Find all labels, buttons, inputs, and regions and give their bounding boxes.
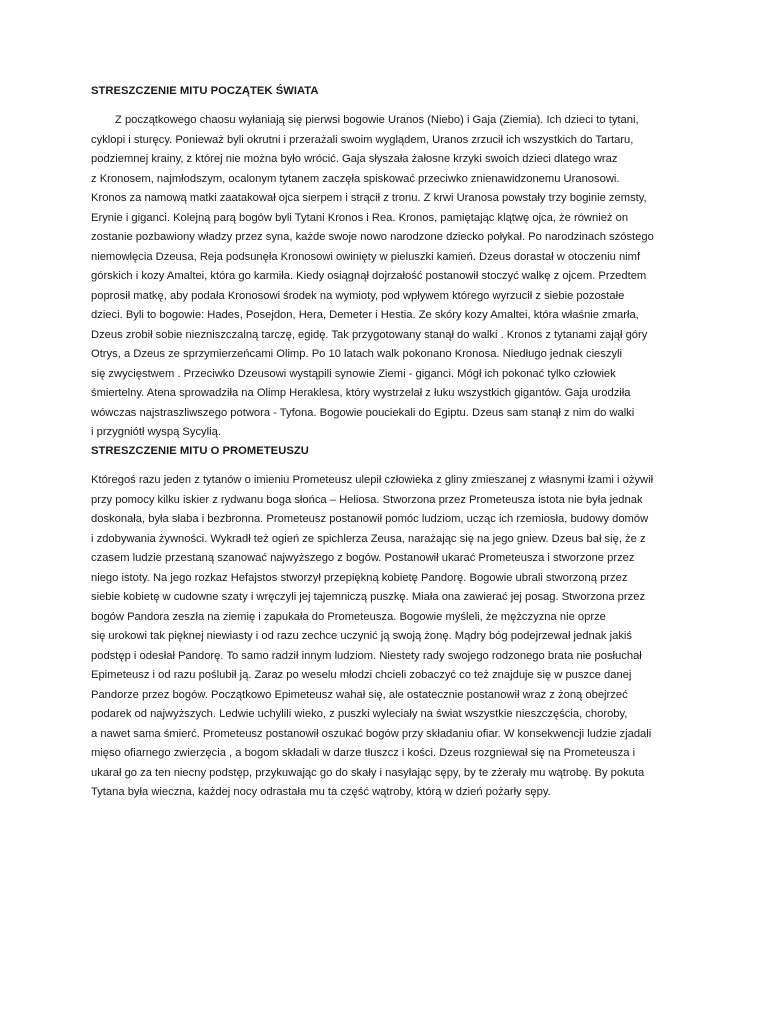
text-line: śmiertelny. Atena sprowadziła na Olimp Heraklesa, który wystrzelał z łuku wszystkich gigantów. Gaja urodziła [91, 387, 631, 399]
text-line: dzieci. Byli to bogowie: Hades, Posejdon, Hera, Demeter i Hestia. Ze skóry kozy Amaltei, która właśnie zmarła, [91, 309, 639, 321]
text-line: Dzeus zrobił sobie niezniszczalną tarczę, egidę. Tak przygotowany stanął do walki . Kronos z tytanami zajął góry [91, 328, 648, 341]
text-line: Tytana była wieczna, każdej nocy odrastała mu ta część wątroby, którą w dzień pożarły sępy. [91, 786, 551, 798]
section-body [91, 471, 691, 803]
text-line: się zwycięstwem . Przeciwko Dzeusowi wystąpili synowie Ziemi - giganci. Mógł ich pokonać tylko człowiek [91, 367, 616, 380]
text-line: Pandorze przez bogów. Początkowo Epimeteusz wahał się, ale ostatecznie postanowił wraz z żoną obejrzeć [91, 688, 628, 701]
text-line: cyklopi i sturęcy. Ponieważ byli okrutni i przerażali swoim wyglądem, Uranos zrzucił ich wszystkich do Tartaru, [91, 133, 634, 146]
text-line: Któregoś razu jeden z tytanów o imieniu Prometeusz ulepił człowieka z gliny zmieszanej z własnymi łzami i ożywił [91, 474, 654, 486]
text-line: Kronos za namową matki zaatakował ojca sierpem i strącił z tronu. Z krwi Uranosa powstały trzy boginie zemsty, [91, 192, 647, 204]
text-line: siebie kobietę w cudowne szaty i wręczyli jej tajemniczą puszkę. Miała ona zawierać jej posag. Stworzona przez [91, 591, 646, 603]
text-line: górskich i kozy Amaltei, która go karmiła. Kiedy osiągnął dojrzałość postanowił stoczyć walkę z ojcem. Przedtem [91, 270, 647, 282]
text-line: wówczas najstraszliwszego potwora - Tyfona. Bogowie pouciekali do Egiptu. Dzeus sam stanął z nim do walki [91, 406, 635, 419]
text-line: podstęp i odesłał Pandorę. To samo radził innym ludziom. Niestety rady swojego rodzonego brata nie posłuchał [91, 649, 642, 662]
section-body [91, 111, 691, 443]
section-heading: STRESZCZENIE MITU POCZĄTEK ŚWIATA [91, 85, 319, 97]
text-line: podziemnej krainy, z której nie można było wrócić. Gaja słyszała żałosne krzyki swoich dzieci dlatego wraz [91, 153, 618, 165]
text-line: i przygniótł wyspą Sycylią. [91, 426, 221, 438]
text-line: przy pomocy kilku iskier z rydwanu boga słońca – Heliosa. Stworzona przez Prometeusza istota nie była jednak [91, 493, 643, 506]
text-line: się urokowi tak pięknej niewiasty i od razu zechce uczynić ją swoją żonę. Mądry bóg podejrzewał jednak jakiś [91, 630, 632, 642]
text-line: niemowlęcia Dzeusa, Reja podsunęła Kronosowi owinięty w pieluszki kamień. Dzeus dorastał w otoczeniu nimf [91, 250, 641, 263]
text-line: Epimeteusz i od razu poślubił ją. Zaraz po weselu młodzi chcieli zobaczyć co też znajduje się w puszce danej [91, 669, 632, 681]
text-line: podarek od najwyższych. Ledwie uchylili wieko, z puszki wyleciały na świat wszystkie nieszczęścia, choroby, [91, 708, 628, 720]
text-line: czasem ludzie przestaną szanować najwyższego z bogów. Postanowił ukarać Prometeusza i stworzone przez [91, 552, 635, 564]
text-line: mięso ofiarnego zwierzęcia , a bogom składali w darze tłuszcz i kości. Dzeus rozgniewał się na Prometeusza i [91, 747, 636, 759]
text-line: z Kronosem, najmłodszym, ocalonym tytanem zaczęła spiskować przeciwko znienawidzonemu Uranosowi. [91, 172, 620, 185]
section-poczatek-swiata [91, 84, 691, 443]
text-line: zostanie pozbawiony władzy przez syna, każde swoje nowo narodzone dziecko połykał. Po narodzinach szóstego [91, 231, 654, 243]
section-prometeusz [91, 444, 691, 803]
text-line: ukarał go za ten niecny podstęp, przykuwając go do skały i nasyłając sępy, by te zżerały mu wątrobę. By pokuta [91, 766, 645, 779]
text-line: a nawet sama śmierć. Prometeusz postanowił oszukać bogów przy składaniu ofiar. W konsekwencji ludzie zjadali [91, 727, 652, 740]
text-line: bogów Pandora zeszła na ziemię i zapukała do Prometeusza. Bogowie myśleli, że mężczyzna nie oprze [91, 610, 606, 623]
text-line: niego istoty. Na jego rozkaz Hefajstos stworzył przepiękną kobietę Pandorę. Bogowie ubrali stworzoną przez [91, 571, 628, 584]
section-heading: STRESZCZENIE MITU O PROMETEUSZU [91, 445, 309, 457]
text-line: Otrys, a Dzeus ze sprzymierzeńcami Olimp. Po 10 latach walk pokonano Kronosa. Niedługo jednak cieszyli [91, 348, 623, 360]
text-line: poprosił matkę, aby podała Kronosowi środek na wymioty, pod wpływem którego wyrzucił z siebie pozostałe [91, 289, 625, 302]
text-line: Erynie i giganci. Kolejną parą bogów byli Tytani Kronos i Rea. Kronos, pamiętając klątwę ojca, że również on [91, 211, 629, 224]
text-line: Z początkowego chaosu wyłaniają się pierwsi bogowie Uranos (Niebo) i Gaja (Ziemia). Ich dzieci to tytani, [115, 114, 639, 126]
text-line: doskonała, była słaba i bezbronna. Prometeusz postanowił pomóc ludziom, ucząc ich rzemiosła, budowy domów [91, 513, 649, 525]
text-line: i zdobywania żywności. Wykradł też ogień ze spichlerza Zeusa, narażając się na jego gniew. Dzeus bał się, że z [91, 532, 646, 545]
